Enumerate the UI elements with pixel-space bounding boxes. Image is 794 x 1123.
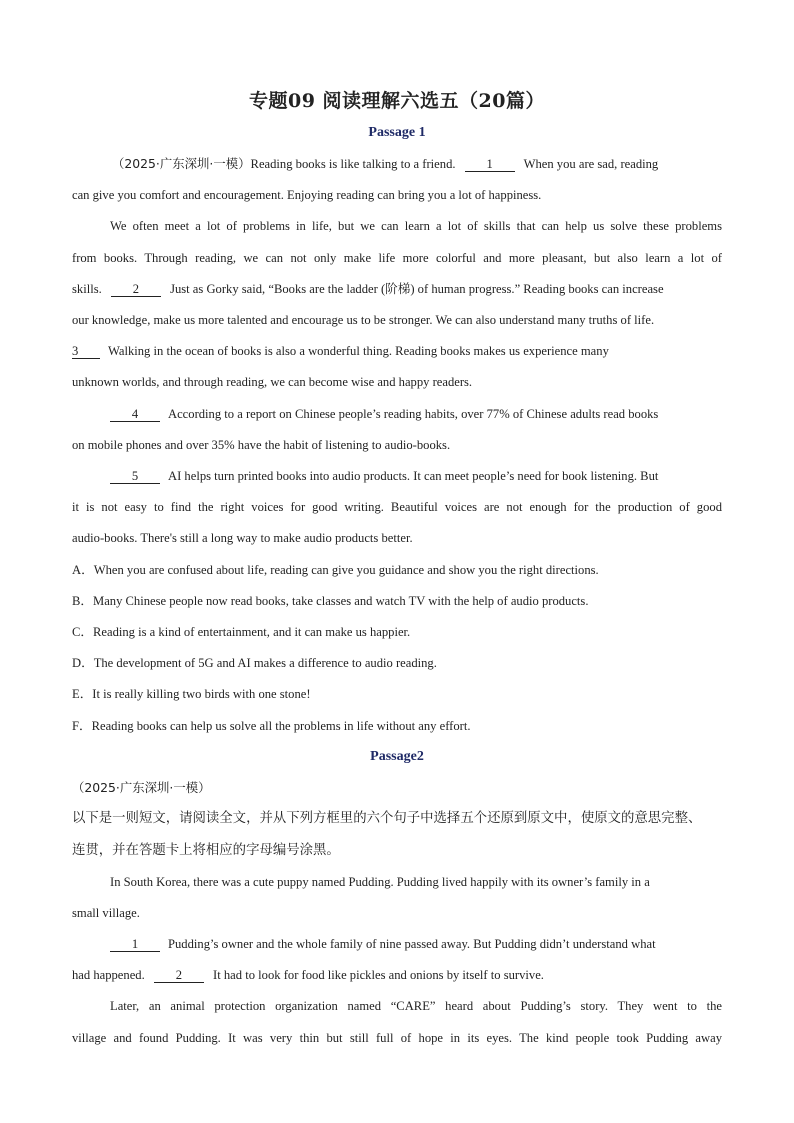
passage-1-para4-line-2: it is not easy to find the right voices for good writing. Beautiful voices are not enough for the production of good [72,500,722,514]
passage-1-para2-line-4: our knowledge, make us more talented and encourage us to be stronger. We can also understand many truths of life. [72,313,655,327]
blank-1[interactable]: 1 [465,158,515,172]
option-d: D．The development of 5G and AI makes a difference to audio reading. [72,656,437,670]
blank-3[interactable]: 3 [72,345,100,359]
passage-2-blank-1[interactable]: 1 [110,938,160,952]
passage-1-line-2: can give you comfort and encouragement. Enjoying reading can bring you a lot of happiness. [72,188,542,202]
passage-1-para2-line-2: from books. Through reading, we can not only make life more colorful and more pleasant, but also learn a lot of [72,251,722,265]
passage-1-para2-line-1: We often meet a lot of problems in life, but we can learn a lot of skills that can help us solve these problems [110,219,722,233]
passage-2-para3-line-1: Later, an animal protection organization named “CARE” heard about Pudding’s story. They went to the [110,999,722,1013]
passage-2-para1-line-2: small village. [72,906,140,920]
passage-2-para2-line-2: had happened. 2 It had to look for food like pickles and onions by itself to survive. [72,968,544,982]
passage-1-para3-line-2: on mobile phones and over 35% have the habit of listening to audio-books. [72,438,451,452]
passage-2-para2-line-1: 1 Pudding’s owner and the whole family of nine passed away. But Pudding didn’t understand what [72,936,722,952]
option-c: C．Reading is a kind of entertainment, and it can make us happier. [72,625,411,639]
passage-1-para2-line-3: skills. 2 Just as Gorky said, “Books are the ladder (阶梯) of human progress.” Reading books can increase [72,282,664,296]
passage-1-para2-line-6: unknown worlds, and through reading, we can become wise and happy readers. [72,375,473,389]
blank-5[interactable]: 5 [110,470,160,484]
passage-2-heading: Passage2 [370,749,424,764]
passage-2-source: （2025·广东深圳·一模） [72,780,211,795]
passage-2-para3-line-2: village and found Pudding. It was very thin but still full of hope in its eyes. The kind people took Pudding away [72,1031,722,1045]
passage-2-blank-2[interactable]: 2 [154,969,204,983]
blank-4[interactable]: 4 [110,408,160,422]
document-title: 专题09 阅读理解六选五（20篇） [249,90,545,112]
passage-1-para4-line-3: audio-books. There's still a long way to make audio products better. [72,531,413,545]
passage-1-para4-line-1: 5 AI helps turn printed books into audio products. It can meet people’s need for book listening. But [72,468,722,484]
passage-1-line-1: （2025·广东深圳·一模）Reading books is like talking to a friend. 1 When you are sad, reading [112,156,659,171]
option-e: E．It is really killing two birds with one stone! [72,687,311,701]
passage-1-para3-line-1: 4 According to a report on Chinese people’s reading habits, over 77% of Chinese adults read books [72,406,722,422]
passage-2-para1-line-1: In South Korea, there was a cute puppy named Pudding. Pudding lived happily with its owner’s family in a [110,875,650,889]
option-f: F．Reading books can help us solve all the problems in life without any effort. [72,719,471,733]
passage-1-para2-line-5: 3 Walking in the ocean of books is also a wonderful thing. Reading books makes us experience many [72,344,609,358]
option-b: B．Many Chinese people now read books, take classes and watch TV with the help of audio products. [72,594,589,608]
passage-2-instructions-line-2: 连贯，并在答题卡上将相应的字母编号涂黑。 [72,843,340,858]
blank-2[interactable]: 2 [111,283,161,297]
passage-2-instructions-line-1: 以下是一则短文，请阅读全文，并从下列方框里的六个句子中选择五个还原到原文中，使原文的意思完整、 [72,811,702,826]
passage-1-heading: Passage 1 [368,125,426,140]
option-a: A．When you are confused about life, reading can give you guidance and show you the right directions. [72,563,599,577]
